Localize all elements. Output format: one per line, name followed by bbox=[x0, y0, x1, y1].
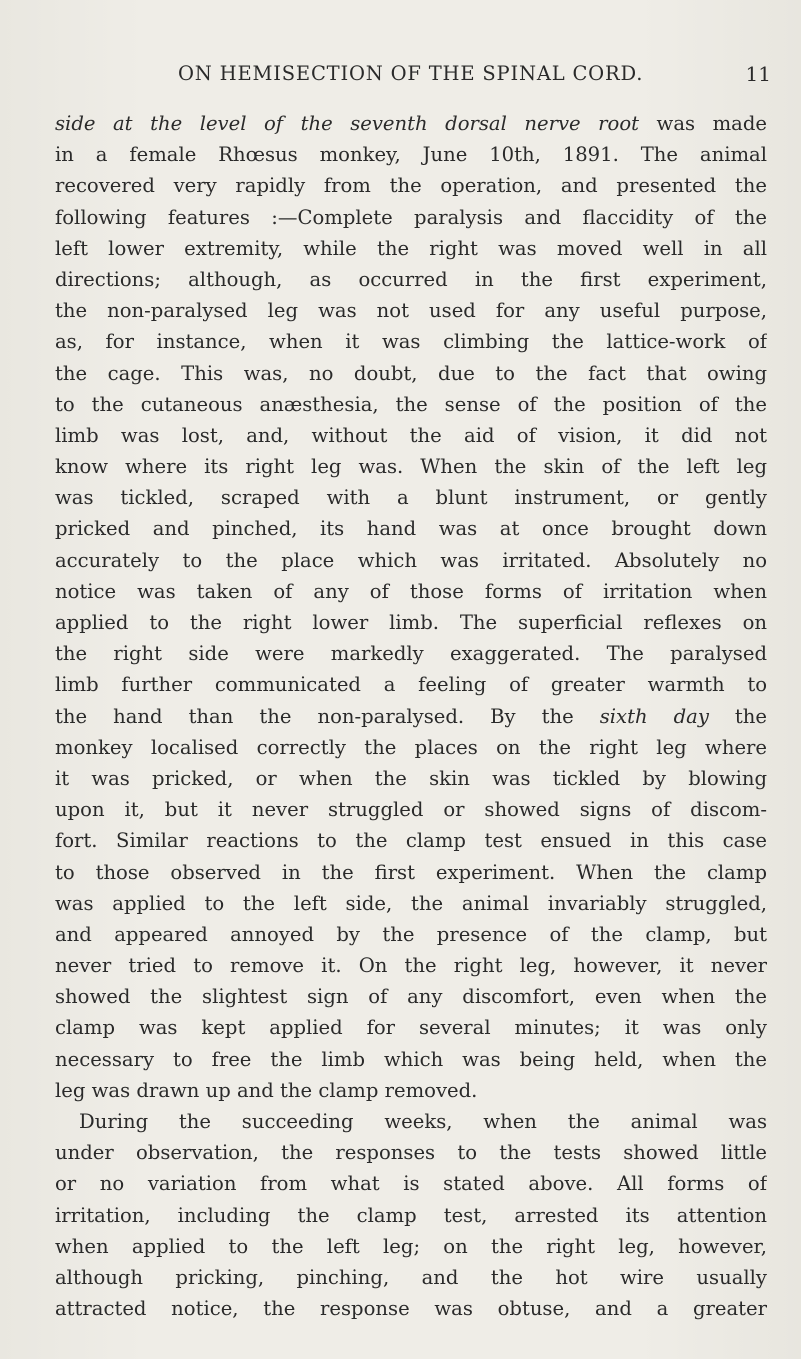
text-segment: limb was lost, and, without the aid of vision, it did not bbox=[55, 423, 767, 447]
text-line bbox=[55, 389, 767, 420]
text-line bbox=[55, 1262, 767, 1293]
text-segment: monkey localised correctly the places on the right leg where bbox=[55, 735, 767, 759]
text-segment: the right side were markedly exaggerated. The paralysed bbox=[55, 642, 767, 666]
text-line bbox=[55, 264, 767, 295]
page-number: 11 bbox=[745, 62, 771, 86]
text-segment: was tickled, scraped with a blunt instrument, or gently bbox=[55, 486, 767, 510]
text-segment: in a female Rhœsus monkey, June 10th, 1891. The animal bbox=[55, 143, 767, 167]
text-segment: limb further communicated a feeling of greater warmth to bbox=[55, 673, 767, 697]
text-segment: as, for instance, when it was climbing the lattice-work of bbox=[55, 330, 767, 354]
text-segment: the cage. This was, no doubt, due to the fact that owing bbox=[55, 361, 767, 385]
text-segment: notice was taken of any of those forms of irritation when bbox=[55, 579, 767, 603]
text-line bbox=[55, 1137, 767, 1168]
text-line bbox=[55, 950, 767, 981]
text-segment: accurately to the place which was irritated. Absolutely no bbox=[55, 548, 767, 572]
text-line bbox=[55, 1012, 767, 1043]
text-segment: under observation, the responses to the tests showed little bbox=[55, 1141, 767, 1165]
text-line bbox=[55, 763, 767, 794]
text-line bbox=[55, 326, 767, 357]
text-line bbox=[55, 857, 767, 888]
text-line bbox=[55, 576, 767, 607]
text-line bbox=[55, 358, 767, 389]
text-line bbox=[55, 1106, 767, 1137]
text-line bbox=[55, 638, 767, 669]
text-segment: applied to the right lower limb. The superficial reflexes on bbox=[55, 611, 767, 634]
text-segment: irritation, including the clamp test, arrested its attention bbox=[55, 1203, 767, 1227]
running-title: ON HEMISECTION OF THE SPINAL CORD. bbox=[178, 62, 644, 85]
text-line bbox=[55, 669, 767, 700]
text-segment: to the cutaneous anæsthesia, the sense of the position of the bbox=[55, 392, 767, 416]
text-line bbox=[55, 732, 767, 763]
text-line bbox=[55, 981, 767, 1012]
text-segment: the bbox=[708, 704, 767, 728]
text-line bbox=[55, 1231, 767, 1262]
text-segment: left lower extremity, while the right was moved well in all bbox=[55, 236, 767, 260]
text-segment: showed the slightest sign of any discomfort, even when the bbox=[55, 985, 767, 1009]
text-segment: clamp was kept applied for several minutes; it was only bbox=[55, 1016, 767, 1040]
text-line bbox=[55, 513, 767, 544]
text-segment: attracted notice, the response was obtuse, and a greater bbox=[55, 1297, 767, 1321]
italic-text: side at the level of the seventh dorsal nerve root bbox=[55, 112, 640, 135]
text-segment: or no variation from what is stated above. All forms of bbox=[55, 1172, 767, 1196]
text-line bbox=[55, 919, 767, 950]
text-line bbox=[55, 139, 767, 170]
text-segment: although pricking, pinching, and the hot wire usually bbox=[55, 1265, 767, 1289]
body-text bbox=[55, 108, 767, 1324]
text-line bbox=[55, 451, 767, 482]
text-segment: know where its right leg was. When the skin of the left leg bbox=[55, 455, 767, 479]
text-line bbox=[55, 1293, 767, 1324]
text-line bbox=[55, 108, 767, 139]
text-segment: recovered very rapidly from the operation, and presented the bbox=[55, 174, 767, 198]
text-line bbox=[55, 420, 767, 451]
text-line bbox=[55, 701, 767, 732]
text-segment: directions; although, as occurred in the first experiment, bbox=[55, 267, 767, 291]
text-segment: following features :—Complete paralysis and flaccidity of the bbox=[55, 205, 767, 229]
text-line bbox=[55, 888, 767, 919]
text-segment: to those observed in the first experiment. When the clamp bbox=[55, 860, 767, 884]
text-segment: fort. Similar reactions to the clamp test ensued in this case bbox=[55, 829, 767, 853]
page-header bbox=[0, 62, 801, 92]
text-segment: upon it, but it never struggled or showed signs of discom- bbox=[55, 798, 767, 822]
text-line bbox=[55, 1075, 767, 1106]
text-line bbox=[55, 202, 767, 233]
text-segment: when applied to the left leg; on the right leg, however, bbox=[55, 1234, 767, 1258]
text-line bbox=[55, 1044, 767, 1075]
text-line bbox=[55, 233, 767, 264]
text-segment: pricked and pinched, its hand was at once brought down bbox=[55, 517, 767, 541]
text-line bbox=[55, 1168, 767, 1199]
text-segment: leg was drawn up and the clamp removed. bbox=[55, 1078, 478, 1102]
text-line bbox=[55, 482, 767, 513]
text-line bbox=[55, 295, 767, 326]
text-segment: During the succeeding weeks, when the animal was bbox=[79, 1110, 767, 1133]
text-segment: the hand than the non-paralysed. By the bbox=[55, 704, 600, 728]
text-line bbox=[55, 825, 767, 856]
text-segment: the non-paralysed leg was not used for any useful purpose, bbox=[55, 299, 767, 323]
text-line bbox=[55, 794, 767, 825]
text-line bbox=[55, 545, 767, 576]
italic-text: sixth day bbox=[599, 704, 709, 728]
text-segment: it was pricked, or when the skin was tickled by blowing bbox=[55, 766, 767, 790]
text-segment: and appeared annoyed by the presence of the clamp, but bbox=[55, 922, 767, 946]
text-segment: was made bbox=[639, 112, 767, 135]
text-line bbox=[55, 170, 767, 201]
text-line bbox=[55, 607, 767, 638]
text-segment: necessary to free the limb which was being held, when the bbox=[55, 1047, 767, 1071]
text-line bbox=[55, 1200, 767, 1231]
text-segment: was applied to the left side, the animal invariably struggled, bbox=[55, 891, 767, 915]
text-segment: never tried to remove it. On the right leg, however, it never bbox=[55, 954, 767, 978]
